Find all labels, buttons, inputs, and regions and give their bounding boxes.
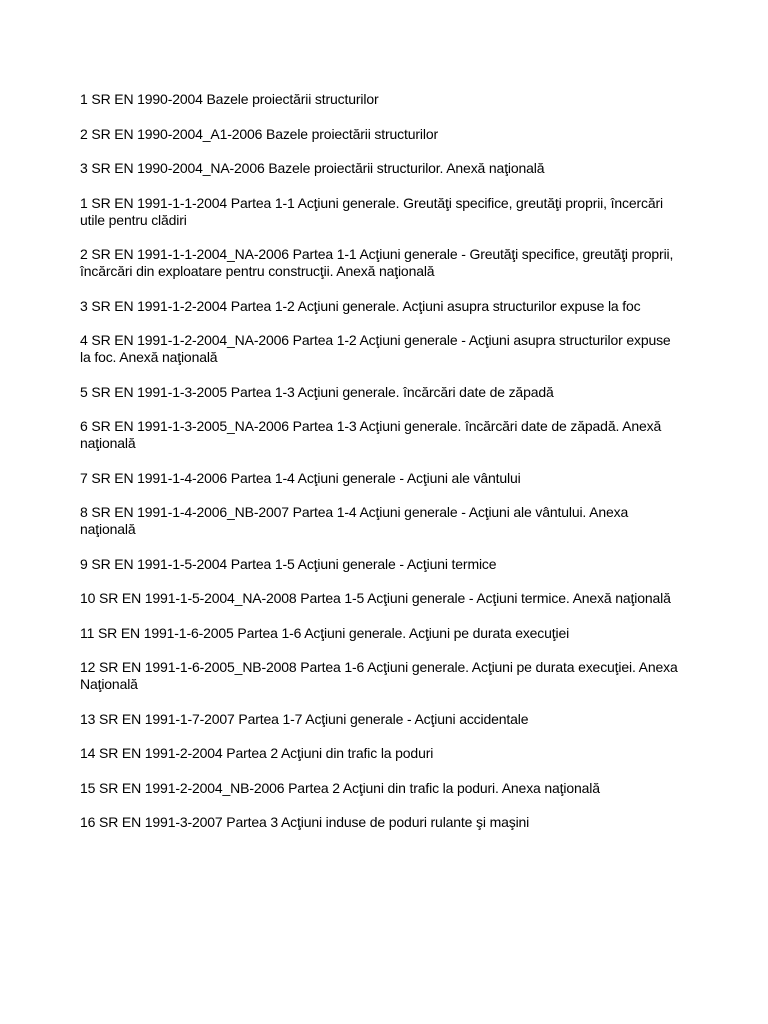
list-item: 8 SR EN 1991-1-4-2006_NB-2007 Partea 1-4 Acţiuni generale - Acţiuni ale vântului. Anexa naţională bbox=[80, 504, 629, 537]
list-item: 9 SR EN 1991-1-5-2004 Partea 1-5 Acţiuni generale - Acţiuni termice bbox=[80, 555, 497, 572]
list-item: 3 SR EN 1991-1-2-2004 Partea 1-2 Acţiuni generale. Acţiuni asupra structurilor expuse la foc bbox=[80, 297, 641, 314]
list-item: 2 SR EN 1991-1-1-2004_NA-2006 Partea 1-1 Acţiuni generale - Greutăţi specifice, greutăţi proprii, încărcări din exploatare pentru construcţii. Anexă naţională bbox=[80, 246, 674, 279]
list-item: 7 SR EN 1991-1-4-2006 Partea 1-4 Acţiuni generale - Acţiuni ale vântului bbox=[80, 469, 521, 486]
list-item: 13 SR EN 1991-1-7-2007 Partea 1-7 Acţiuni generale - Acţiuni accidentale bbox=[80, 710, 529, 727]
list-item: 12 SR EN 1991-1-6-2005_NB-2008 Partea 1-6 Acţiuni generale. Acţiuni pe durata execuţiei. Anexa Naţională bbox=[80, 659, 678, 692]
list-item: 1 SR EN 1990-2004 Bazele proiectării structurilor bbox=[80, 91, 379, 107]
list-item: 1 SR EN 1991-1-1-2004 Partea 1-1 Acţiuni generale. Greutăţi specifice, greutăţi proprii, încercări utile pentru clădiri bbox=[80, 194, 663, 228]
standards-list bbox=[80, 91, 680, 849]
list-item: 4 SR EN 1991-1-2-2004_NA-2006 Partea 1-2 Acţiuni generale - Acţiuni asupra structurilor expuse la foc. Anexă naţională bbox=[80, 332, 671, 365]
list-item: 14 SR EN 1991-2-2004 Partea 2 Acţiuni din trafic la poduri bbox=[80, 745, 434, 761]
list-item: 5 SR EN 1991-1-3-2005 Partea 1-3 Acţiuni generale. încărcări date de zăpadă bbox=[80, 383, 554, 400]
list-item: 15 SR EN 1991-2-2004_NB-2006 Partea 2 Acţiuni din trafic la poduri. Anexa naţională bbox=[80, 779, 600, 796]
list-item: 3 SR EN 1990-2004_NA-2006 Bazele proiectării structurilor. Anexă naţională bbox=[80, 160, 545, 176]
list-item: 10 SR EN 1991-1-5-2004_NA-2008 Partea 1-5 Acţiuni generale - Acţiuni termice. Anexă naţională bbox=[80, 590, 671, 606]
list-item: 2 SR EN 1990-2004_A1-2006 Bazele proiectării structurilor bbox=[80, 125, 438, 142]
list-item: 11 SR EN 1991-1-6-2005 Partea 1-6 Acţiuni generale. Acţiuni pe durata execuţiei bbox=[80, 624, 570, 641]
list-item: 6 SR EN 1991-1-3-2005_NA-2006 Partea 1-3 Acţiuni generale. încărcări date de zăpadă. Anexă naţională bbox=[80, 418, 662, 451]
list-item: 16 SR EN 1991-3-2007 Partea 3 Acţiuni induse de poduri rulante şi maşini bbox=[80, 814, 530, 830]
